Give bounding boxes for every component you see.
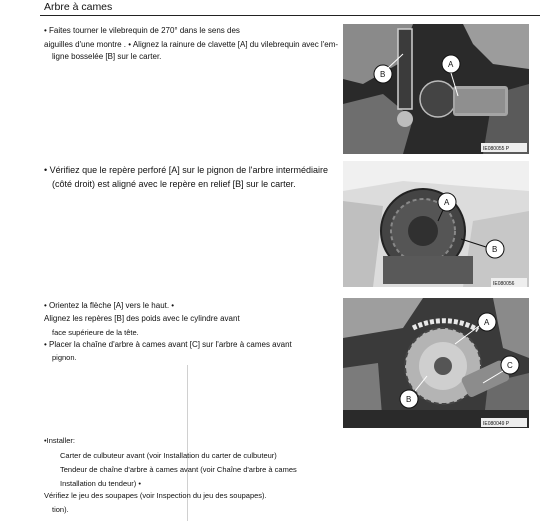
figure3-label-a: A	[484, 318, 490, 327]
step-check-valve-clearance-line2: tion).	[52, 505, 69, 514]
step-check-valve-clearance-line1: Vérifiez le jeu des soupapes (voir Inspection du jeu des soupapes).	[44, 491, 267, 500]
step-check-mark-line1: • Vérifiez que le repère perforé [A] sur le pignon de l'arbre intermédiaire	[44, 165, 329, 175]
step-place-chain-line1: • Placer la chaîne d'arbre à cames avant [C] sur l'arbre à cames avant	[44, 340, 292, 349]
step-rotate-crankshaft-line3: ligne bosselée [B] sur le carter.	[52, 52, 162, 61]
figure3-code: IE080049 P	[483, 421, 510, 427]
figure1-label-a: A	[448, 60, 454, 69]
step-align-weights-line1: Alignez les repères [B] des poids avec le cylindre avant	[44, 314, 240, 323]
section-title: Arbre à cames	[44, 1, 113, 13]
figure-crankshaft-keyway	[343, 24, 529, 154]
install-item-tensioner-line1: Tendeur de chaîne d'arbre à cames avant (voir Chaîne d'arbre à cames	[60, 465, 297, 474]
figure2-code: IE080056	[493, 281, 515, 287]
figure-camshaft-sprocket	[343, 298, 529, 428]
step-align-weights-line2: face supérieure de la tête.	[52, 328, 139, 337]
install-item-tensioner-line2: Installation du tendeur) •	[60, 479, 142, 488]
install-item-rocker-cover: Carter de culbuteur avant (voir Installation du carter de culbuteur)	[60, 451, 277, 460]
figure2-label-b: B	[492, 245, 498, 254]
figure1-label-b: B	[380, 70, 386, 79]
step-check-mark-line2: (côté droit) est aligné avec le repère en relief [B] sur le carter.	[52, 179, 296, 189]
step-rotate-crankshaft-line2: aiguilles d'une montre . • Alignez la rainure de clavette [A] du vilebrequin avec l'em-	[44, 40, 339, 49]
figure3-label-c: C	[507, 361, 513, 370]
figure-intermediate-shaft-gear	[343, 161, 529, 287]
step-rotate-crankshaft-line1: • Faites tourner le vilebrequin de 270° dans le sens des	[44, 26, 240, 35]
install-heading: •Installer:	[44, 436, 75, 445]
header-divider	[40, 15, 540, 16]
figure1-code: IE080055 P	[483, 146, 510, 152]
step-orient-arrow: • Orientez la flèche [A] vers le haut. •	[44, 301, 175, 310]
step-place-chain-line2: pignon.	[52, 353, 77, 362]
figure3-label-b: B	[406, 395, 412, 404]
figure2-label-a: A	[444, 198, 450, 207]
